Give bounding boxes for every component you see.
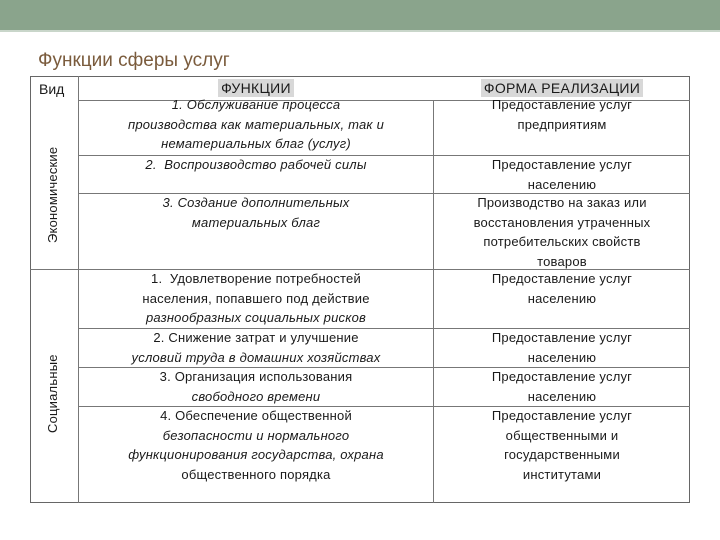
form-text: предприятиям bbox=[517, 116, 607, 132]
function-text: 3. Организация использования bbox=[159, 369, 353, 384]
function-text: 1. Обслуживание процесса bbox=[171, 97, 341, 112]
form-text: товаров bbox=[537, 253, 587, 269]
form-text: институтами bbox=[522, 466, 602, 482]
function-text: 4. Обеспечение общественной bbox=[160, 408, 352, 423]
function-text: свободного времени bbox=[191, 388, 321, 404]
form-text: восстановления утраченных bbox=[473, 214, 651, 230]
form-cell-social-4 bbox=[434, 406, 690, 484]
form-cell-economic-3 bbox=[434, 193, 690, 271]
column-header-form-label: ФОРМА РЕАЛИЗАЦИИ bbox=[481, 79, 643, 97]
function-text: 2. Снижение затрат и улучшение bbox=[153, 330, 359, 345]
form-cell-social-2 bbox=[434, 328, 690, 367]
form-text: Предоставление услуг bbox=[491, 369, 633, 384]
function-text: разнообразных социальных рисков bbox=[146, 310, 366, 325]
group-label-economic: Экономические bbox=[45, 146, 60, 243]
form-text: потребительских свойств bbox=[483, 234, 641, 249]
slide-top-bar bbox=[0, 0, 720, 30]
form-text: Производство на заказ или bbox=[477, 195, 647, 210]
form-text: населению bbox=[527, 290, 597, 306]
function-cell-social-2 bbox=[79, 328, 433, 367]
function-cell-social-3 bbox=[79, 367, 433, 406]
function-text: 1. Удовлетворение потребностей bbox=[151, 271, 361, 286]
slide-top-divider bbox=[0, 30, 720, 32]
function-text-italic: производства как материальных, так и bbox=[127, 116, 385, 132]
form-text: государственными bbox=[504, 447, 620, 462]
function-text: условий труда в домашних хозяйствах bbox=[131, 349, 381, 365]
slide-title: Функции сферы услуг bbox=[38, 50, 230, 71]
function-text bbox=[79, 115, 433, 135]
form-cell-economic-1 bbox=[434, 95, 690, 134]
column-header-type: Вид bbox=[39, 81, 65, 97]
form-cell-social-3 bbox=[434, 367, 690, 406]
function-text: 3. Создание дополнительных bbox=[162, 195, 350, 210]
function-text: функционирования государства, охрана bbox=[128, 447, 384, 462]
function-cell-social-4 bbox=[79, 406, 433, 484]
function-text: безопасности и нормального bbox=[162, 427, 350, 443]
form-text: Предоставление услуг bbox=[491, 408, 633, 423]
function-cell-economic-2 bbox=[79, 155, 433, 175]
column-header-functions-label: ФУНКЦИИ bbox=[218, 79, 294, 97]
form-cell-economic-2 bbox=[434, 155, 690, 194]
form-text: населению bbox=[527, 176, 597, 192]
form-text: общественными и bbox=[505, 427, 619, 443]
form-text: населению bbox=[527, 349, 597, 365]
form-text: населению bbox=[527, 388, 597, 404]
function-text: материальных благ bbox=[191, 214, 321, 230]
form-text: Предоставление услуг bbox=[491, 330, 633, 345]
function-text: населения, попавшего под действие bbox=[142, 290, 370, 306]
form-text: Предоставление услуг bbox=[491, 97, 633, 112]
function-text: нематериальных благ (услуг) bbox=[161, 136, 351, 151]
function-cell-economic-1 bbox=[79, 95, 433, 154]
form-cell-social-1 bbox=[434, 269, 690, 308]
group-label-social: Социальные bbox=[45, 354, 60, 433]
function-text: 2. Воспроизводство рабочей силы bbox=[145, 157, 367, 172]
function-cell-economic-3 bbox=[79, 193, 433, 232]
function-text: общественного порядка bbox=[181, 466, 331, 482]
form-text: Предоставление услуг bbox=[491, 157, 633, 172]
function-cell-social-1 bbox=[79, 269, 433, 328]
form-text: Предоставление услуг bbox=[491, 271, 633, 286]
